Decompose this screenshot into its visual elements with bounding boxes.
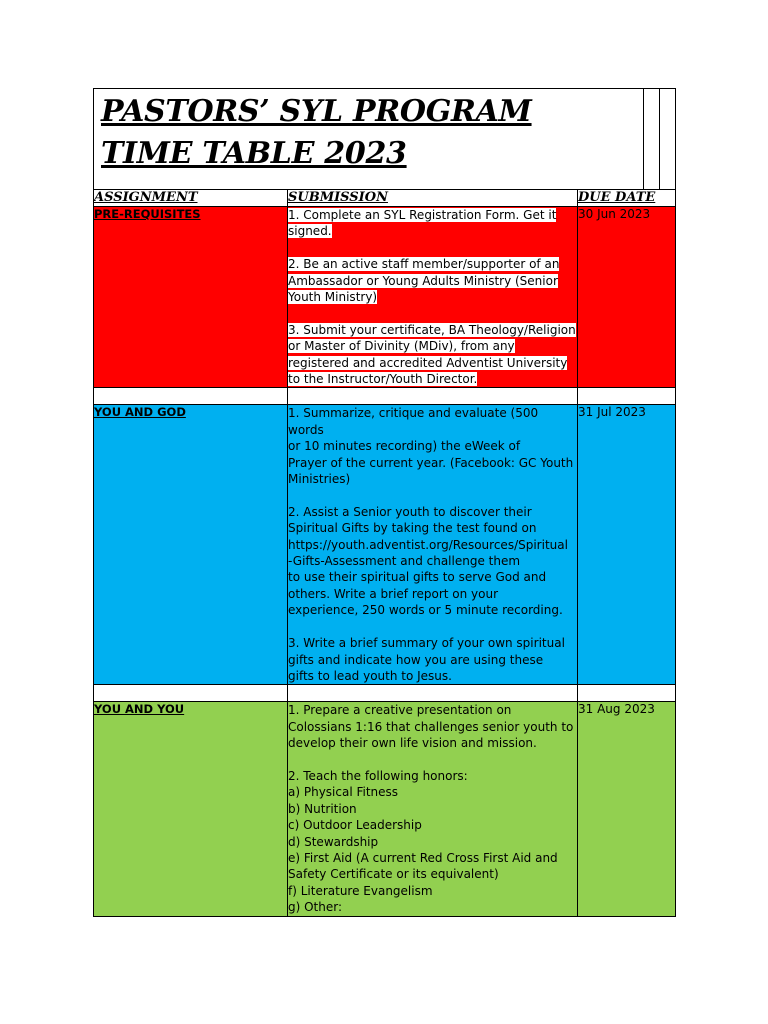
submission-line: others. Write a brief report on your bbox=[288, 586, 499, 601]
submission-item bbox=[288, 405, 577, 487]
submission-line: g) Other: bbox=[288, 900, 343, 915]
timetable bbox=[93, 88, 676, 917]
header-submission: SUBMISSION bbox=[288, 190, 578, 207]
submission-line: Colossians 1:16 that challenges senior youth to bbox=[288, 719, 574, 734]
title-border-lines bbox=[643, 89, 675, 189]
title-line-2: TIME TABLE 2023 bbox=[101, 136, 407, 171]
due-date-cell: 30 Jun 2023 bbox=[578, 207, 676, 388]
assignment-cell: YOU AND GOD bbox=[94, 405, 288, 685]
submission-line: signed. bbox=[288, 224, 332, 239]
submission-line: f) Literature Evangelism bbox=[288, 883, 433, 898]
spacer-cell bbox=[288, 685, 578, 702]
table-row bbox=[94, 405, 676, 685]
submission-line: registered and accredited Adventist University bbox=[288, 355, 568, 370]
spacer-cell bbox=[94, 388, 288, 405]
submission-line: 2. Teach the following honors: bbox=[288, 768, 468, 783]
spacer-row bbox=[94, 388, 676, 405]
submission-line: c) Outdoor Leadership bbox=[288, 818, 422, 833]
submission-line: develop their own life vision and mission. bbox=[288, 736, 537, 751]
title-cell bbox=[94, 89, 676, 190]
submission-line: 1. Complete an SYL Registration Form. Get it bbox=[288, 208, 557, 222]
due-date-cell: 31 Jul 2023 bbox=[578, 405, 676, 685]
submission-line: https://youth.adventist.org/Resources/Spiritual bbox=[288, 537, 568, 552]
submission-line: 2. Assist a Senior youth to discover their bbox=[288, 504, 532, 519]
spacer-cell bbox=[578, 388, 676, 405]
submission-line: 1. Summarize, critique and evaluate (500 words bbox=[288, 406, 539, 437]
page-title bbox=[94, 89, 675, 175]
submission-cell bbox=[288, 405, 578, 685]
submission-line: or 10 minutes recording) the eWeek of bbox=[288, 439, 521, 454]
submission-line: -Gifts-Assessment and challenge them bbox=[288, 554, 521, 569]
submission-item bbox=[288, 256, 577, 305]
submission-item bbox=[288, 702, 577, 751]
header-assignment: ASSIGNMENT bbox=[94, 190, 288, 207]
spacer-cell bbox=[288, 388, 578, 405]
spacer-row bbox=[94, 685, 676, 702]
submission-item bbox=[288, 207, 577, 240]
submission-line: gifts to lead youth to Jesus. bbox=[288, 668, 452, 683]
submission-line: 1. Prepare a creative presentation on bbox=[288, 703, 512, 718]
submission-line: 2. Be an active staff member/supporter of an bbox=[288, 257, 560, 272]
table-row bbox=[94, 702, 676, 916]
header-due-date: DUE DATE bbox=[578, 190, 676, 207]
submission-item bbox=[288, 322, 577, 388]
submission-item bbox=[288, 768, 577, 916]
submission-line: d) Stewardship bbox=[288, 834, 379, 849]
submission-line: to use their spiritual gifts to serve God and bbox=[288, 570, 547, 585]
title-line-1: PASTORS’ SYL PROGRAM bbox=[101, 94, 532, 129]
due-date-cell: 31 Aug 2023 bbox=[578, 702, 676, 916]
assignment-cell: PRE-REQUISITES bbox=[94, 207, 288, 388]
submission-item bbox=[288, 635, 577, 684]
submission-line: e) First Aid (A current Red Cross First Aid and bbox=[288, 850, 558, 865]
title-row bbox=[94, 89, 676, 190]
submission-item bbox=[288, 504, 577, 619]
header-row bbox=[94, 190, 676, 207]
rows-body bbox=[94, 207, 676, 917]
submission-line: b) Nutrition bbox=[288, 801, 357, 816]
submission-line: or Master of Divinity (MDiv), from any bbox=[288, 339, 515, 354]
submission-line: Ministries) bbox=[288, 472, 351, 487]
submission-line: Prayer of the current year. (Facebook: GC Youth bbox=[288, 455, 574, 470]
spacer-cell bbox=[94, 685, 288, 702]
submission-line: gifts and indicate how you are using these bbox=[288, 652, 544, 667]
spacer-cell bbox=[578, 685, 676, 702]
submission-line: Ambassador or Young Adults Ministry (Senior bbox=[288, 273, 558, 288]
submission-line: Safety Certificate or its equivalent) bbox=[288, 867, 499, 882]
submission-line: Spiritual Gifts by taking the test found on bbox=[288, 521, 537, 536]
table-row bbox=[94, 207, 676, 388]
submission-cell bbox=[288, 207, 578, 388]
submission-line: a) Physical Fitness bbox=[288, 785, 399, 800]
submission-line: experience, 250 words or 5 minute recording. bbox=[288, 603, 563, 618]
submission-line: 3. Submit your certificate, BA Theology/Religion bbox=[288, 322, 576, 337]
assignment-cell: YOU AND YOU bbox=[94, 702, 288, 916]
submission-line: Youth Ministry) bbox=[288, 290, 378, 305]
submission-line: to the Instructor/Youth Director. bbox=[288, 372, 478, 387]
submission-cell bbox=[288, 702, 578, 916]
submission-line: 3. Write a brief summary of your own spiritual bbox=[288, 636, 565, 651]
